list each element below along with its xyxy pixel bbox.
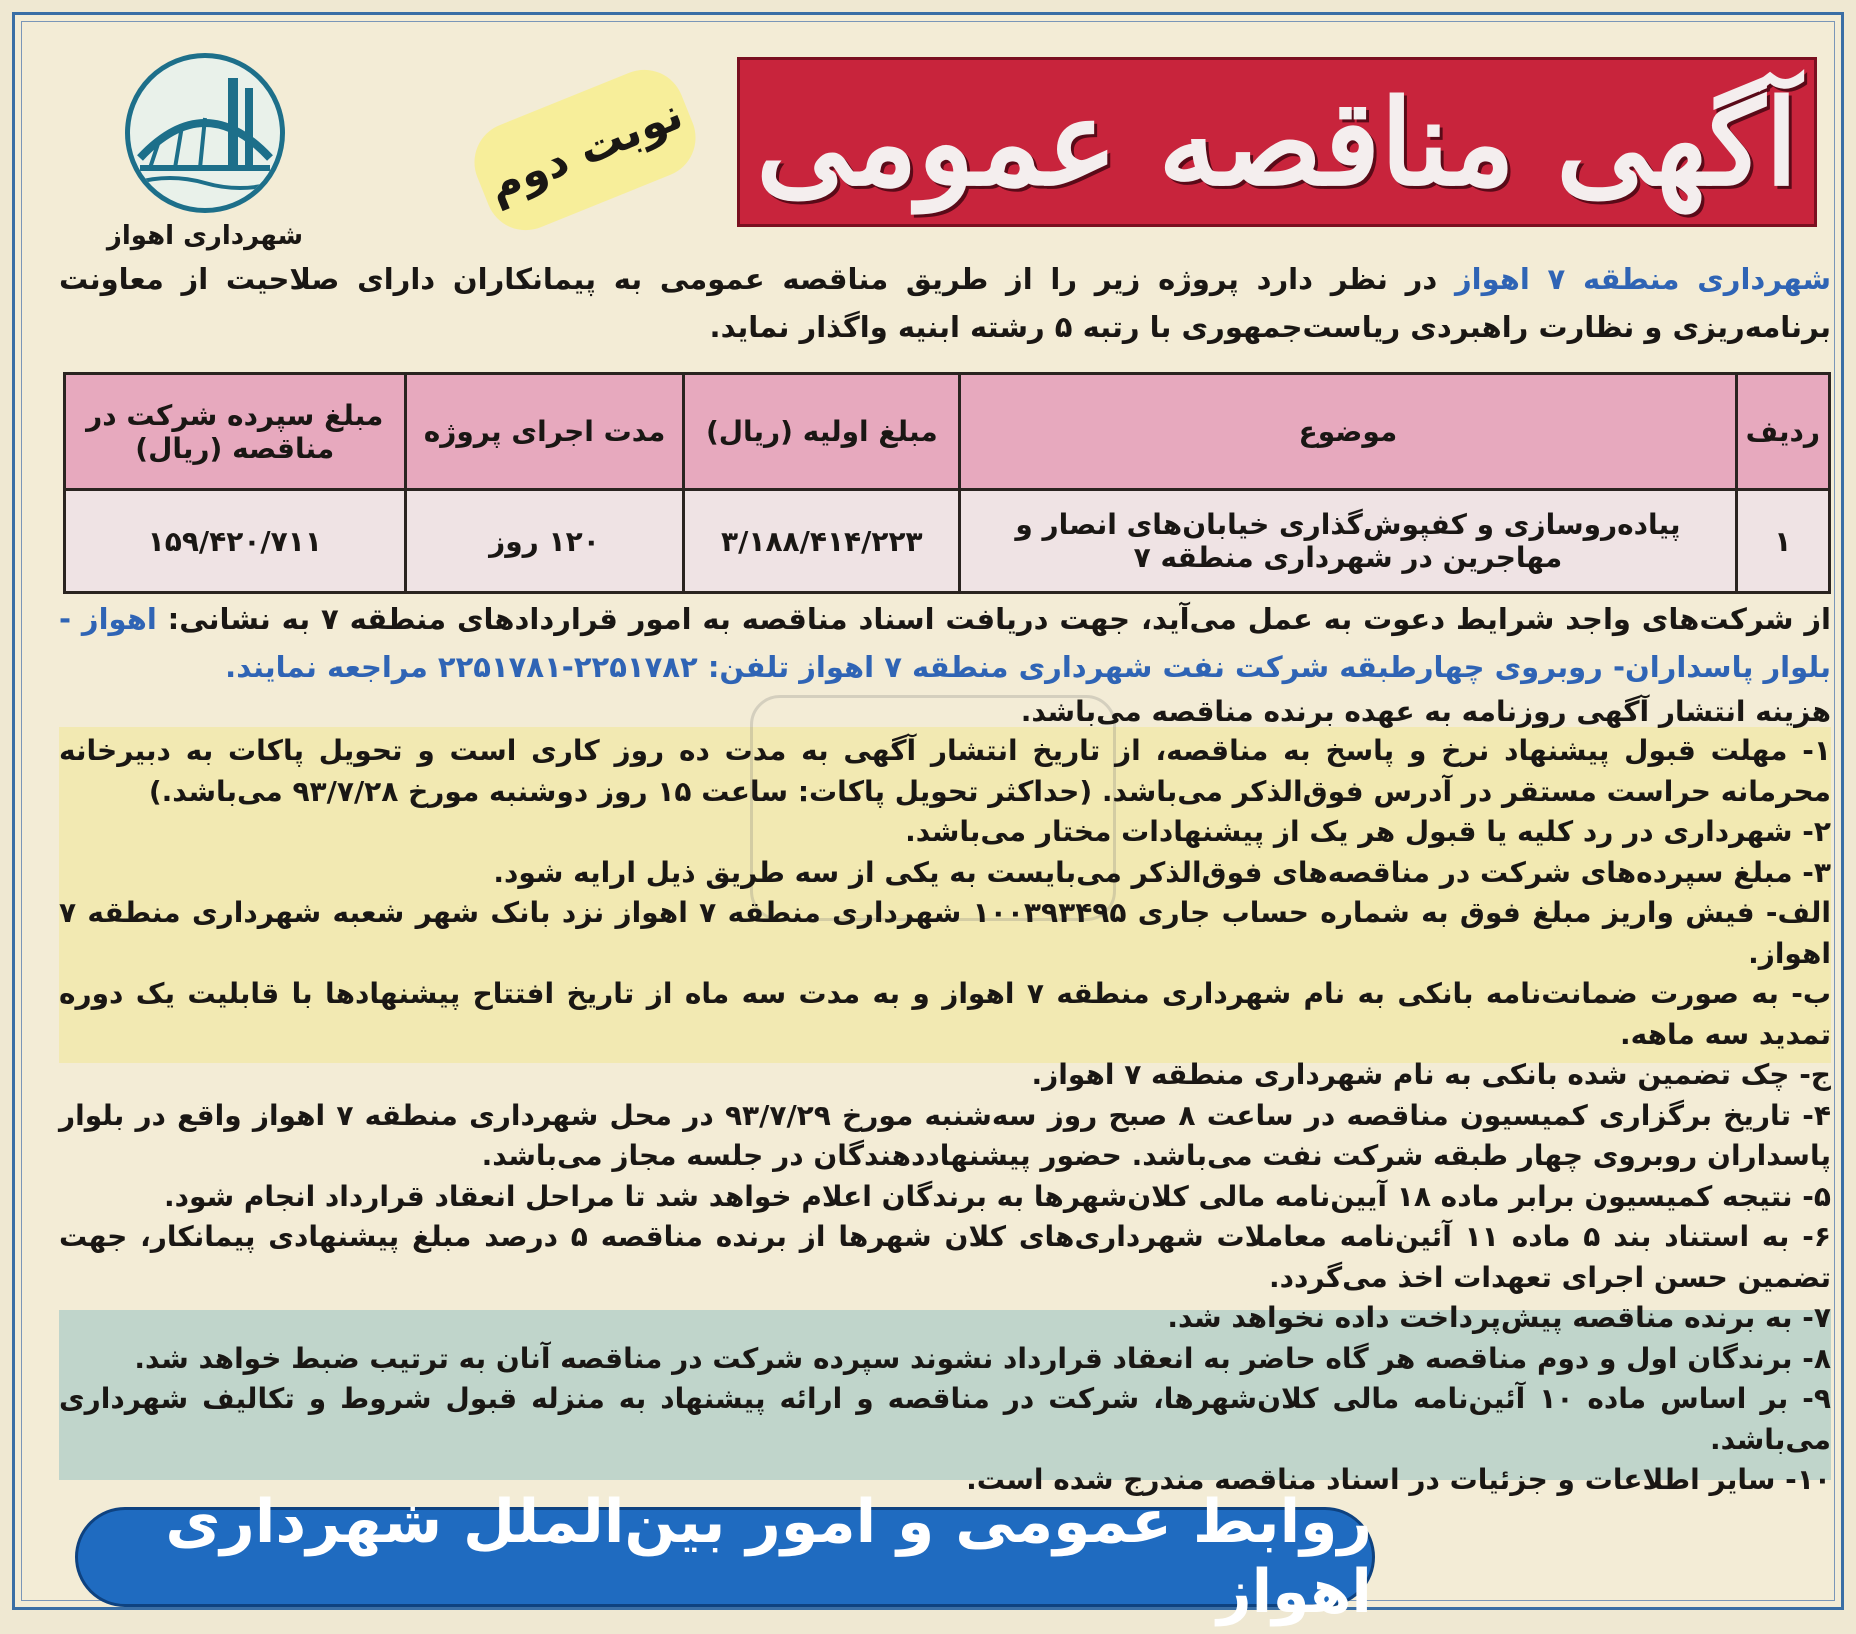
bridge-logo-icon [125, 53, 285, 213]
condition-item: ۱- مهلت قبول پیشنهاد نرخ و پاسخ به مناقصه، از تاریخ انتشار آگهی به مدت ده روز کاری است و تحویل پاکات به دبیرخانه محرمانه حراست مستقر در آدرس فوق‌الذکر می‌باشد. (حداکثر تحویل پاکات: ساعت ۱۵ روز دوشنبه مورخ ۹۳/۷/۲۸ می‌باشد.) [59, 734, 1831, 808]
contact-address: اهواز - بلوار پاسداران- روبروی چهارطبقه شرکت نفت شهرداری منطقه ۷ اهواز تلفن: ۲۲۵۱۷۸۲-۲۲۵۱۷۸۱ مراجعه نمایند. [59, 602, 1831, 684]
cell-initial-amount: ۳/۱۸۸/۴۱۴/۲۲۳ [684, 490, 960, 593]
cost-note: هزینه انتشار آگهی روزنامه به عهده برنده مناقصه می‌باشد. [1020, 695, 1831, 728]
table-row [65, 490, 1830, 593]
contact-paragraph [59, 595, 1831, 691]
cell-duration: ۱۲۰ روز [405, 490, 684, 593]
page-title: آگهی مناقصه عمومی [737, 57, 1817, 227]
condition-item: ۲- شهرداری در رد کلیه یا قبول هر یک از پیشنهادات مختار می‌باشد. [905, 815, 1831, 848]
newspaper-notice [12, 12, 1844, 1627]
table-header-row [65, 374, 1830, 490]
condition-item: ۷- به برنده مناقصه پیش‌پرداخت داده نخواهد شد. [1167, 1301, 1831, 1334]
conditions-list [59, 731, 1831, 1501]
intro-paragraph [59, 255, 1831, 351]
cell-row: ۱ [1736, 490, 1829, 593]
condition-item: ۴- تاریخ برگزاری کمیسیون مناقصه در ساعت ۸ صبح روز سه‌شنبه مورخ ۹۳/۷/۲۹ در محل شهرداری منطقه ۷ اهواز واقع در بلوار پاسداران روبروی چهار طبقه شرکت نفت می‌باشد. حضور پیشنهاددهندگان در جلسه مجاز می‌باشد. [59, 1098, 1831, 1172]
condition-item: ب- به صورت ضمانت‌نامه بانکی به نام شهرداری منطقه ۷ اهواز و به مدت سه ماه از تاریخ افتتاح پیشنهادها با قابلیت یک دوره تمدید سه ماهه. [59, 977, 1832, 1051]
condition-item: ۶- به استناد بند ۵ ماده ۱۱ آئین‌نامه معاملات شهرداری‌های کلان شهرها از برنده مناقصه ۵ درصد مبلغ پیشنهادی پیمانکار، جهت تضمین حسن اجرای تعهدات اخذ می‌گردد. [59, 1220, 1831, 1294]
condition-item: ۳- مبلغ سپرده‌های شرکت در مناقصه‌های فوق‌الذکر می‌بایست به یکی از سه طریق ذیل ارایه شود. [493, 855, 1831, 889]
intro-org: شهرداری منطقه ۷ اهواز [1454, 262, 1831, 296]
logo-caption: شهرداری اهواز [106, 221, 304, 251]
round-badge: نوبت دوم [462, 58, 707, 242]
condition-item: ۹- بر اساس ماده ۱۰ آئین‌نامه مالی کلان‌شهرها، شرکت در مناقصه و ارائه پیشنهاد به منزله قبول شروط و تکالیف شهرداری می‌باشد. [59, 1382, 1832, 1456]
contact-text: از شرکت‌های واجد شرایط دعوت به عمل می‌آید، جهت دریافت اسناد مناقصه به امور قراردادهای منطقه ۷ به نشانی: [156, 602, 1831, 636]
condition-item: ۵- نتیجه کمیسیون برابر ماده ۱۸ آیین‌نامه مالی کلان‌شهرها به برندگان اعلام خواهد شد تا مراحل انعقاد قرارداد انجام شود. [164, 1179, 1831, 1213]
condition-item: الف- فیش واریز مبلغ فوق به شماره حساب جاری ۱۰۰۳۹۳۴۹۵ شهرداری منطقه ۷ اهواز نزد بانک شهر شعبه شهرداری منطقه ۷ اهواز. [59, 896, 1832, 970]
condition-item: ۱۰- سایر اطلاعات و جزئیات در اسناد مناقصه مندرج شده است. [966, 1463, 1831, 1496]
cell-subject: پیاده‌روسازی و کفپوش‌گذاری خیابان‌های انصار و مهاجرین در شهرداری منطقه ۷ [960, 490, 1736, 593]
col-initial-amount: مبلغ اولیه (ریال) [684, 374, 960, 490]
col-subject: موضوع [960, 374, 1736, 490]
col-deposit: مبلغ سپرده شرکت در مناقصه (ریال) [65, 374, 406, 490]
intro-text: در نظر دارد پروژه زیر را از طریق مناقصه عمومی به پیمانکاران دارای صلاحیت از معاونت برنامه‌ریزی و نظارت راهبردی ریاست‌جمهوری با رتبه ۵ رشته ابنیه واگذار نماید. [59, 262, 1831, 344]
tender-table [63, 372, 1831, 594]
municipality-logo [105, 45, 305, 255]
footer-banner: روابط عمومی و امور بین‌الملل شهرداری اهواز [75, 1507, 1375, 1607]
condition-item: ج- چک تضمین شده بانکی به نام شهرداری منطقه ۷ اهواز. [1031, 1058, 1831, 1091]
condition-item: ۸- برندگان اول و دوم مناقصه هر گاه حاضر به انعقاد قرارداد نشوند سپرده شرکت در مناقصه آنان به ترتیب ضبط خواهد شد. [134, 1341, 1831, 1375]
col-duration: مدت اجرای پروژه [405, 374, 684, 490]
cell-deposit: ۱۵۹/۴۲۰/۷۱۱ [65, 490, 406, 593]
col-row: ردیف [1736, 374, 1829, 490]
